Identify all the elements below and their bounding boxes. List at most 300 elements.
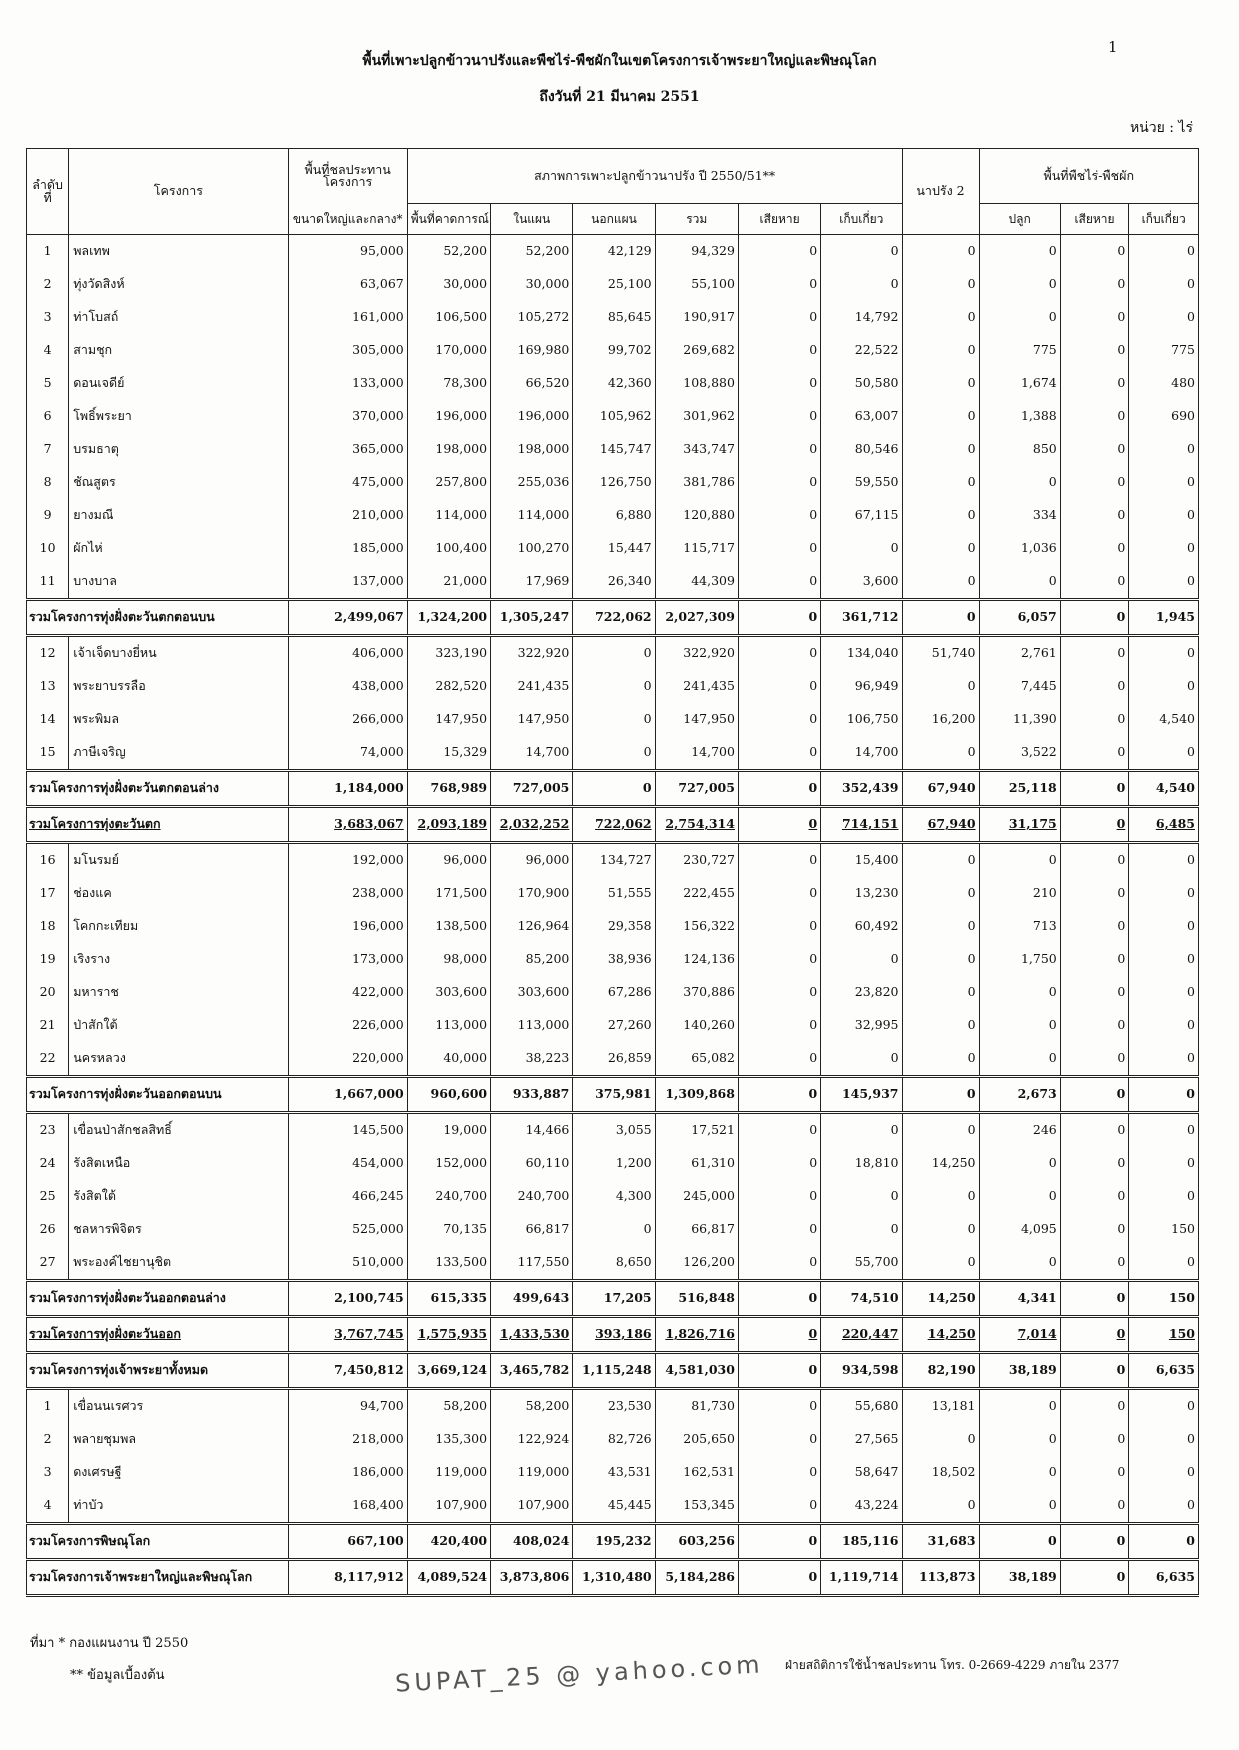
project-name: พลเทพ [69, 235, 288, 269]
table-row [27, 943, 1199, 976]
value-cell: 108,880 [655, 367, 738, 400]
value-cell: 454,000 [288, 1147, 407, 1180]
row-number: 19 [27, 943, 69, 976]
value-cell: 63,007 [821, 400, 902, 433]
value-cell: 1,119,714 [821, 1560, 902, 1596]
value-cell: 45,445 [573, 1489, 655, 1524]
value-cell: 65,082 [655, 1042, 738, 1077]
value-cell: 17,205 [573, 1281, 655, 1317]
value-cell: 114,000 [491, 499, 573, 532]
value-cell: 96,000 [407, 843, 490, 878]
value-cell: 1,945 [1129, 600, 1199, 636]
value-cell: 0 [902, 301, 979, 334]
value-cell: 365,000 [288, 433, 407, 466]
value-cell: 0 [902, 499, 979, 532]
value-cell: 0 [573, 1213, 655, 1246]
project-name: ผักไห่ [69, 532, 288, 565]
row-number: 17 [27, 877, 69, 910]
project-name: ป่าสักใต้ [69, 1009, 288, 1042]
value-cell: 0 [738, 1213, 820, 1246]
value-cell: 85,200 [491, 943, 573, 976]
value-cell: 0 [1129, 1389, 1199, 1424]
value-cell: 0 [1060, 943, 1129, 976]
value-cell: 170,000 [407, 334, 490, 367]
value-cell: 50,580 [821, 367, 902, 400]
table-row [27, 670, 1199, 703]
value-cell: 25,118 [979, 771, 1060, 807]
value-cell: 0 [738, 910, 820, 943]
value-cell: 126,750 [573, 466, 655, 499]
row-number: 23 [27, 1113, 69, 1148]
value-cell: 0 [1129, 532, 1199, 565]
value-cell: 137,000 [288, 565, 407, 600]
table-row [27, 400, 1199, 433]
value-cell: 933,887 [491, 1077, 573, 1113]
report-table [26, 148, 1199, 1597]
value-cell: 525,000 [288, 1213, 407, 1246]
value-cell: 0 [902, 943, 979, 976]
value-cell: 0 [902, 910, 979, 943]
value-cell: 8,650 [573, 1246, 655, 1281]
value-cell: 168,400 [288, 1489, 407, 1524]
value-cell: 82,726 [573, 1423, 655, 1456]
value-cell: 60,110 [491, 1147, 573, 1180]
value-cell: 113,000 [407, 1009, 490, 1042]
subtotal-row [27, 771, 1199, 807]
value-cell: 15,329 [407, 736, 490, 771]
row-number: 3 [27, 1456, 69, 1489]
value-cell: 27,260 [573, 1009, 655, 1042]
value-cell: 7,445 [979, 670, 1060, 703]
value-cell: 11,390 [979, 703, 1060, 736]
project-name: ดงเศรษฐี [69, 1456, 288, 1489]
value-cell: 305,000 [288, 334, 407, 367]
value-cell: 4,095 [979, 1213, 1060, 1246]
value-cell: 210 [979, 877, 1060, 910]
project-name: ชัณสูตร [69, 466, 288, 499]
value-cell: 106,750 [821, 703, 902, 736]
value-cell: 19,000 [407, 1113, 490, 1148]
value-cell: 0 [902, 268, 979, 301]
value-cell: 18,810 [821, 1147, 902, 1180]
value-cell: 0 [1129, 976, 1199, 1009]
value-cell: 29,358 [573, 910, 655, 943]
value-cell: 13,230 [821, 877, 902, 910]
value-cell: 100,400 [407, 532, 490, 565]
table-row [27, 235, 1199, 269]
value-cell: 82,190 [902, 1353, 979, 1389]
value-cell: 406,000 [288, 636, 407, 671]
report-date: ถึงวันที่ 21 มีนาคม 2551 [539, 89, 700, 105]
value-cell: 246 [979, 1113, 1060, 1148]
value-cell: 122,924 [491, 1423, 573, 1456]
project-name: นครหลวง [69, 1042, 288, 1077]
value-cell: 119,000 [407, 1456, 490, 1489]
table-header [27, 149, 1199, 235]
value-cell: 38,936 [573, 943, 655, 976]
value-cell: 0 [1060, 1077, 1129, 1113]
value-cell: 0 [1060, 1009, 1129, 1042]
value-cell: 220,000 [288, 1042, 407, 1077]
table-row [27, 910, 1199, 943]
row-number: 1 [27, 1389, 69, 1424]
value-cell: 67,115 [821, 499, 902, 532]
project-name: สามชุก [69, 334, 288, 367]
value-cell: 0 [1129, 1113, 1199, 1148]
value-cell: 2,754,314 [655, 807, 738, 843]
table-row [27, 1147, 1199, 1180]
value-cell: 2,093,189 [407, 807, 490, 843]
value-cell: 0 [1060, 1317, 1129, 1353]
value-cell: 0 [1129, 910, 1199, 943]
value-cell: 8,117,912 [288, 1560, 407, 1596]
value-cell: 117,550 [491, 1246, 573, 1281]
value-cell: 0 [979, 1180, 1060, 1213]
row-number: 22 [27, 1042, 69, 1077]
header-field-crops: พื้นที่พืชไร่-พืชผัก [979, 149, 1198, 204]
subtotal-label: รวมโครงการทุ่งฝั่งตะวันตกตอนล่าง [27, 771, 289, 807]
project-name: เขื่อนป่าสักชลสิทธิ์ [69, 1113, 288, 1148]
value-cell: 147,950 [655, 703, 738, 736]
value-cell: 510,000 [288, 1246, 407, 1281]
value-cell: 42,360 [573, 367, 655, 400]
value-cell: 0 [1060, 636, 1129, 671]
value-cell: 5,184,286 [655, 1560, 738, 1596]
value-cell: 51,555 [573, 877, 655, 910]
table-row [27, 1389, 1199, 1424]
value-cell: 156,322 [655, 910, 738, 943]
value-cell: 190,917 [655, 301, 738, 334]
unit-label: หน่วย : ไร่ [1129, 120, 1193, 136]
value-cell: 120,880 [655, 499, 738, 532]
value-cell: 422,000 [288, 976, 407, 1009]
value-cell: 0 [1060, 843, 1129, 878]
project-name: พระยาบรรลือ [69, 670, 288, 703]
value-cell: 105,272 [491, 301, 573, 334]
value-cell: 32,995 [821, 1009, 902, 1042]
value-cell: 26,859 [573, 1042, 655, 1077]
row-number: 18 [27, 910, 69, 943]
value-cell: 0 [979, 301, 1060, 334]
subtotal-label: รวมโครงการทุ่งฝั่งตะวันตกตอนบน [27, 600, 289, 636]
value-cell: 218,000 [288, 1423, 407, 1456]
value-cell: 480 [1129, 367, 1199, 400]
value-cell: 0 [902, 976, 979, 1009]
value-cell: 0 [738, 703, 820, 736]
value-cell: 0 [1129, 1524, 1199, 1560]
header-total: รวม [655, 204, 738, 235]
value-cell: 196,000 [407, 400, 490, 433]
page-number: 1 [1108, 38, 1118, 56]
value-cell: 58,200 [407, 1389, 490, 1424]
value-cell: 210,000 [288, 499, 407, 532]
value-cell: 6,635 [1129, 1560, 1199, 1596]
value-cell: 475,000 [288, 466, 407, 499]
row-number: 8 [27, 466, 69, 499]
value-cell: 370,886 [655, 976, 738, 1009]
value-cell: 4,581,030 [655, 1353, 738, 1389]
value-cell: 0 [738, 1113, 820, 1148]
value-cell: 0 [1129, 499, 1199, 532]
value-cell: 15,447 [573, 532, 655, 565]
project-name: รังสิตเหนือ [69, 1147, 288, 1180]
value-cell: 25,100 [573, 268, 655, 301]
contact-info: ฝ่ายสถิติการใช้น้ำชลประทาน โทร. 0-2669-4229 ภายใน 2377 [785, 1658, 1120, 1672]
value-cell: 107,900 [407, 1489, 490, 1524]
value-cell: 0 [979, 565, 1060, 600]
value-cell: 0 [738, 466, 820, 499]
value-cell: 186,000 [288, 1456, 407, 1489]
value-cell: 0 [738, 400, 820, 433]
value-cell: 713 [979, 910, 1060, 943]
value-cell: 1,309,868 [655, 1077, 738, 1113]
value-cell: 0 [1129, 235, 1199, 269]
value-cell: 124,136 [655, 943, 738, 976]
value-cell: 6,485 [1129, 807, 1199, 843]
value-cell: 0 [902, 1246, 979, 1281]
value-cell: 0 [738, 1560, 820, 1596]
value-cell: 3,600 [821, 565, 902, 600]
value-cell: 107,900 [491, 1489, 573, 1524]
value-cell: 0 [1060, 499, 1129, 532]
value-cell: 0 [979, 1389, 1060, 1424]
value-cell: 113,873 [902, 1560, 979, 1596]
value-cell: 126,964 [491, 910, 573, 943]
subtotal-row [27, 1077, 1199, 1113]
value-cell: 775 [1129, 334, 1199, 367]
value-cell: 352,439 [821, 771, 902, 807]
value-cell: 150 [1129, 1317, 1199, 1353]
value-cell: 67,940 [902, 807, 979, 843]
value-cell: 603,256 [655, 1524, 738, 1560]
subtotal-row [27, 1317, 1199, 1353]
project-name: มโนรมย์ [69, 843, 288, 878]
value-cell: 31,683 [902, 1524, 979, 1560]
header-plant: ปลูก [979, 204, 1060, 235]
table-row [27, 268, 1199, 301]
value-cell: 0 [821, 943, 902, 976]
table-row [27, 1423, 1199, 1456]
value-cell: 0 [979, 466, 1060, 499]
value-cell: 85,645 [573, 301, 655, 334]
row-number: 20 [27, 976, 69, 1009]
value-cell: 135,300 [407, 1423, 490, 1456]
value-cell: 0 [738, 1042, 820, 1077]
subtotal-row [27, 600, 1199, 636]
value-cell: 0 [902, 877, 979, 910]
subtotal-label: รวมโครงการทุ่งตะวันตก [27, 807, 289, 843]
value-cell: 0 [1060, 600, 1129, 636]
value-cell: 0 [738, 1077, 820, 1113]
row-number: 16 [27, 843, 69, 878]
value-cell: 0 [1060, 910, 1129, 943]
header-status: สภาพการเพาะปลูกข้าวนาปรัง ปี 2550/51** [407, 149, 902, 204]
value-cell: 3,465,782 [491, 1353, 573, 1389]
row-number: 7 [27, 433, 69, 466]
value-cell: 170,900 [491, 877, 573, 910]
value-cell: 0 [902, 400, 979, 433]
value-cell: 0 [1129, 1180, 1199, 1213]
value-cell: 303,600 [491, 976, 573, 1009]
value-cell: 0 [1060, 235, 1129, 269]
value-cell: 0 [1060, 301, 1129, 334]
value-cell: 134,727 [573, 843, 655, 878]
value-cell: 2,027,309 [655, 600, 738, 636]
value-cell: 0 [1060, 1042, 1129, 1077]
subtotal-row [27, 1281, 1199, 1317]
header-damaged: เสียหาย [738, 204, 820, 235]
row-number: 5 [27, 367, 69, 400]
value-cell: 55,700 [821, 1246, 902, 1281]
value-cell: 133,000 [288, 367, 407, 400]
value-cell: 499,643 [491, 1281, 573, 1317]
value-cell: 55,100 [655, 268, 738, 301]
value-cell: 1,433,530 [491, 1317, 573, 1353]
project-name: ยางมณี [69, 499, 288, 532]
value-cell: 269,682 [655, 334, 738, 367]
value-cell: 0 [738, 1147, 820, 1180]
row-number: 27 [27, 1246, 69, 1281]
value-cell: 15,400 [821, 843, 902, 878]
value-cell: 0 [979, 1489, 1060, 1524]
value-cell: 0 [738, 771, 820, 807]
value-cell: 0 [902, 532, 979, 565]
value-cell: 0 [1060, 532, 1129, 565]
value-cell: 0 [1129, 1489, 1199, 1524]
project-name: ท่าโบสถ์ [69, 301, 288, 334]
header-irrigated: พื้นที่ชลประทาน โครงการ [288, 149, 407, 204]
value-cell: 4,540 [1129, 703, 1199, 736]
subtotal-row [27, 807, 1199, 843]
value-cell: 0 [1129, 1423, 1199, 1456]
subtotal-label: รวมโครงการเจ้าพระยาใหญ่และพิษณุโลก [27, 1560, 289, 1596]
value-cell: 74,510 [821, 1281, 902, 1317]
value-cell: 0 [738, 499, 820, 532]
header-in-plan: ในแผน [491, 204, 573, 235]
value-cell: 0 [979, 1042, 1060, 1077]
value-cell: 43,531 [573, 1456, 655, 1489]
value-cell: 0 [1060, 400, 1129, 433]
table-row [27, 1113, 1199, 1148]
value-cell: 7,014 [979, 1317, 1060, 1353]
value-cell: 2,673 [979, 1077, 1060, 1113]
report-title: พื้นที่เพาะปลูกข้าวนาปรังและพืชไร่-พืชผักในเขตโครงการเจ้าพระยาใหญ่และพิษณุโลก [362, 53, 877, 69]
value-cell: 323,190 [407, 636, 490, 671]
value-cell: 0 [902, 1077, 979, 1113]
value-cell: 14,250 [902, 1147, 979, 1180]
value-cell: 16,200 [902, 703, 979, 736]
value-cell: 0 [738, 736, 820, 771]
value-cell: 722,062 [573, 807, 655, 843]
value-cell: 133,500 [407, 1246, 490, 1281]
value-cell: 0 [1060, 565, 1129, 600]
value-cell: 0 [573, 771, 655, 807]
value-cell: 192,000 [288, 843, 407, 878]
value-cell: 0 [573, 636, 655, 671]
table-row [27, 1246, 1199, 1281]
value-cell: 0 [821, 532, 902, 565]
value-cell: 322,920 [491, 636, 573, 671]
value-cell: 66,817 [491, 1213, 573, 1246]
value-cell: 94,329 [655, 235, 738, 269]
value-cell: 61,310 [655, 1147, 738, 1180]
header-fc-harvested: เก็บเกี่ยว [1129, 204, 1199, 235]
value-cell: 768,989 [407, 771, 490, 807]
table-row [27, 843, 1199, 878]
project-name: พระองค์ไชยานุชิต [69, 1246, 288, 1281]
row-number: 3 [27, 301, 69, 334]
subtotal-label: รวมโครงการพิษณุโลก [27, 1524, 289, 1560]
value-cell: 0 [1129, 1456, 1199, 1489]
value-cell: 3,522 [979, 736, 1060, 771]
value-cell: 722,062 [573, 600, 655, 636]
table-row [27, 976, 1199, 1009]
value-cell: 14,466 [491, 1113, 573, 1148]
header-no: ลำดับ ที่ [27, 149, 69, 235]
value-cell: 98,000 [407, 943, 490, 976]
value-cell: 185,116 [821, 1524, 902, 1560]
value-cell: 161,000 [288, 301, 407, 334]
value-cell: 0 [1129, 1009, 1199, 1042]
value-cell: 23,530 [573, 1389, 655, 1424]
header-expected: พื้นที่คาดการณ์ [407, 204, 490, 235]
value-cell: 1,750 [979, 943, 1060, 976]
header-harvested: เก็บเกี่ยว [821, 204, 902, 235]
value-cell: 0 [821, 1042, 902, 1077]
value-cell: 0 [902, 600, 979, 636]
value-cell: 17,969 [491, 565, 573, 600]
value-cell: 0 [902, 1009, 979, 1042]
value-cell: 0 [902, 1042, 979, 1077]
value-cell: 0 [738, 877, 820, 910]
value-cell: 0 [902, 1423, 979, 1456]
value-cell: 78,300 [407, 367, 490, 400]
value-cell: 114,000 [407, 499, 490, 532]
value-cell: 0 [738, 1423, 820, 1456]
value-cell: 195,232 [573, 1524, 655, 1560]
value-cell: 66,817 [655, 1213, 738, 1246]
value-cell: 22,522 [821, 334, 902, 367]
value-cell: 690 [1129, 400, 1199, 433]
value-cell: 26,340 [573, 565, 655, 600]
project-name: พลายชุมพล [69, 1423, 288, 1456]
value-cell: 70,135 [407, 1213, 490, 1246]
value-cell: 282,520 [407, 670, 490, 703]
project-name: ภาษีเจริญ [69, 736, 288, 771]
value-cell: 0 [738, 1489, 820, 1524]
value-cell: 113,000 [491, 1009, 573, 1042]
value-cell: 60,492 [821, 910, 902, 943]
project-name: ทุ่งวัดสิงห์ [69, 268, 288, 301]
project-name: โพธิ์พระยา [69, 400, 288, 433]
value-cell: 4,341 [979, 1281, 1060, 1317]
value-cell: 1,667,000 [288, 1077, 407, 1113]
table-row [27, 636, 1199, 671]
row-number: 13 [27, 670, 69, 703]
value-cell: 0 [1060, 1147, 1129, 1180]
value-cell: 44,309 [655, 565, 738, 600]
value-cell: 0 [1129, 877, 1199, 910]
value-cell: 27,565 [821, 1423, 902, 1456]
value-cell: 106,500 [407, 301, 490, 334]
value-cell: 0 [902, 1213, 979, 1246]
table-row [27, 1042, 1199, 1077]
value-cell: 230,727 [655, 843, 738, 878]
header-out-plan: นอกแผน [573, 204, 655, 235]
value-cell: 245,000 [655, 1180, 738, 1213]
value-cell: 0 [902, 334, 979, 367]
value-cell: 0 [1129, 1042, 1199, 1077]
